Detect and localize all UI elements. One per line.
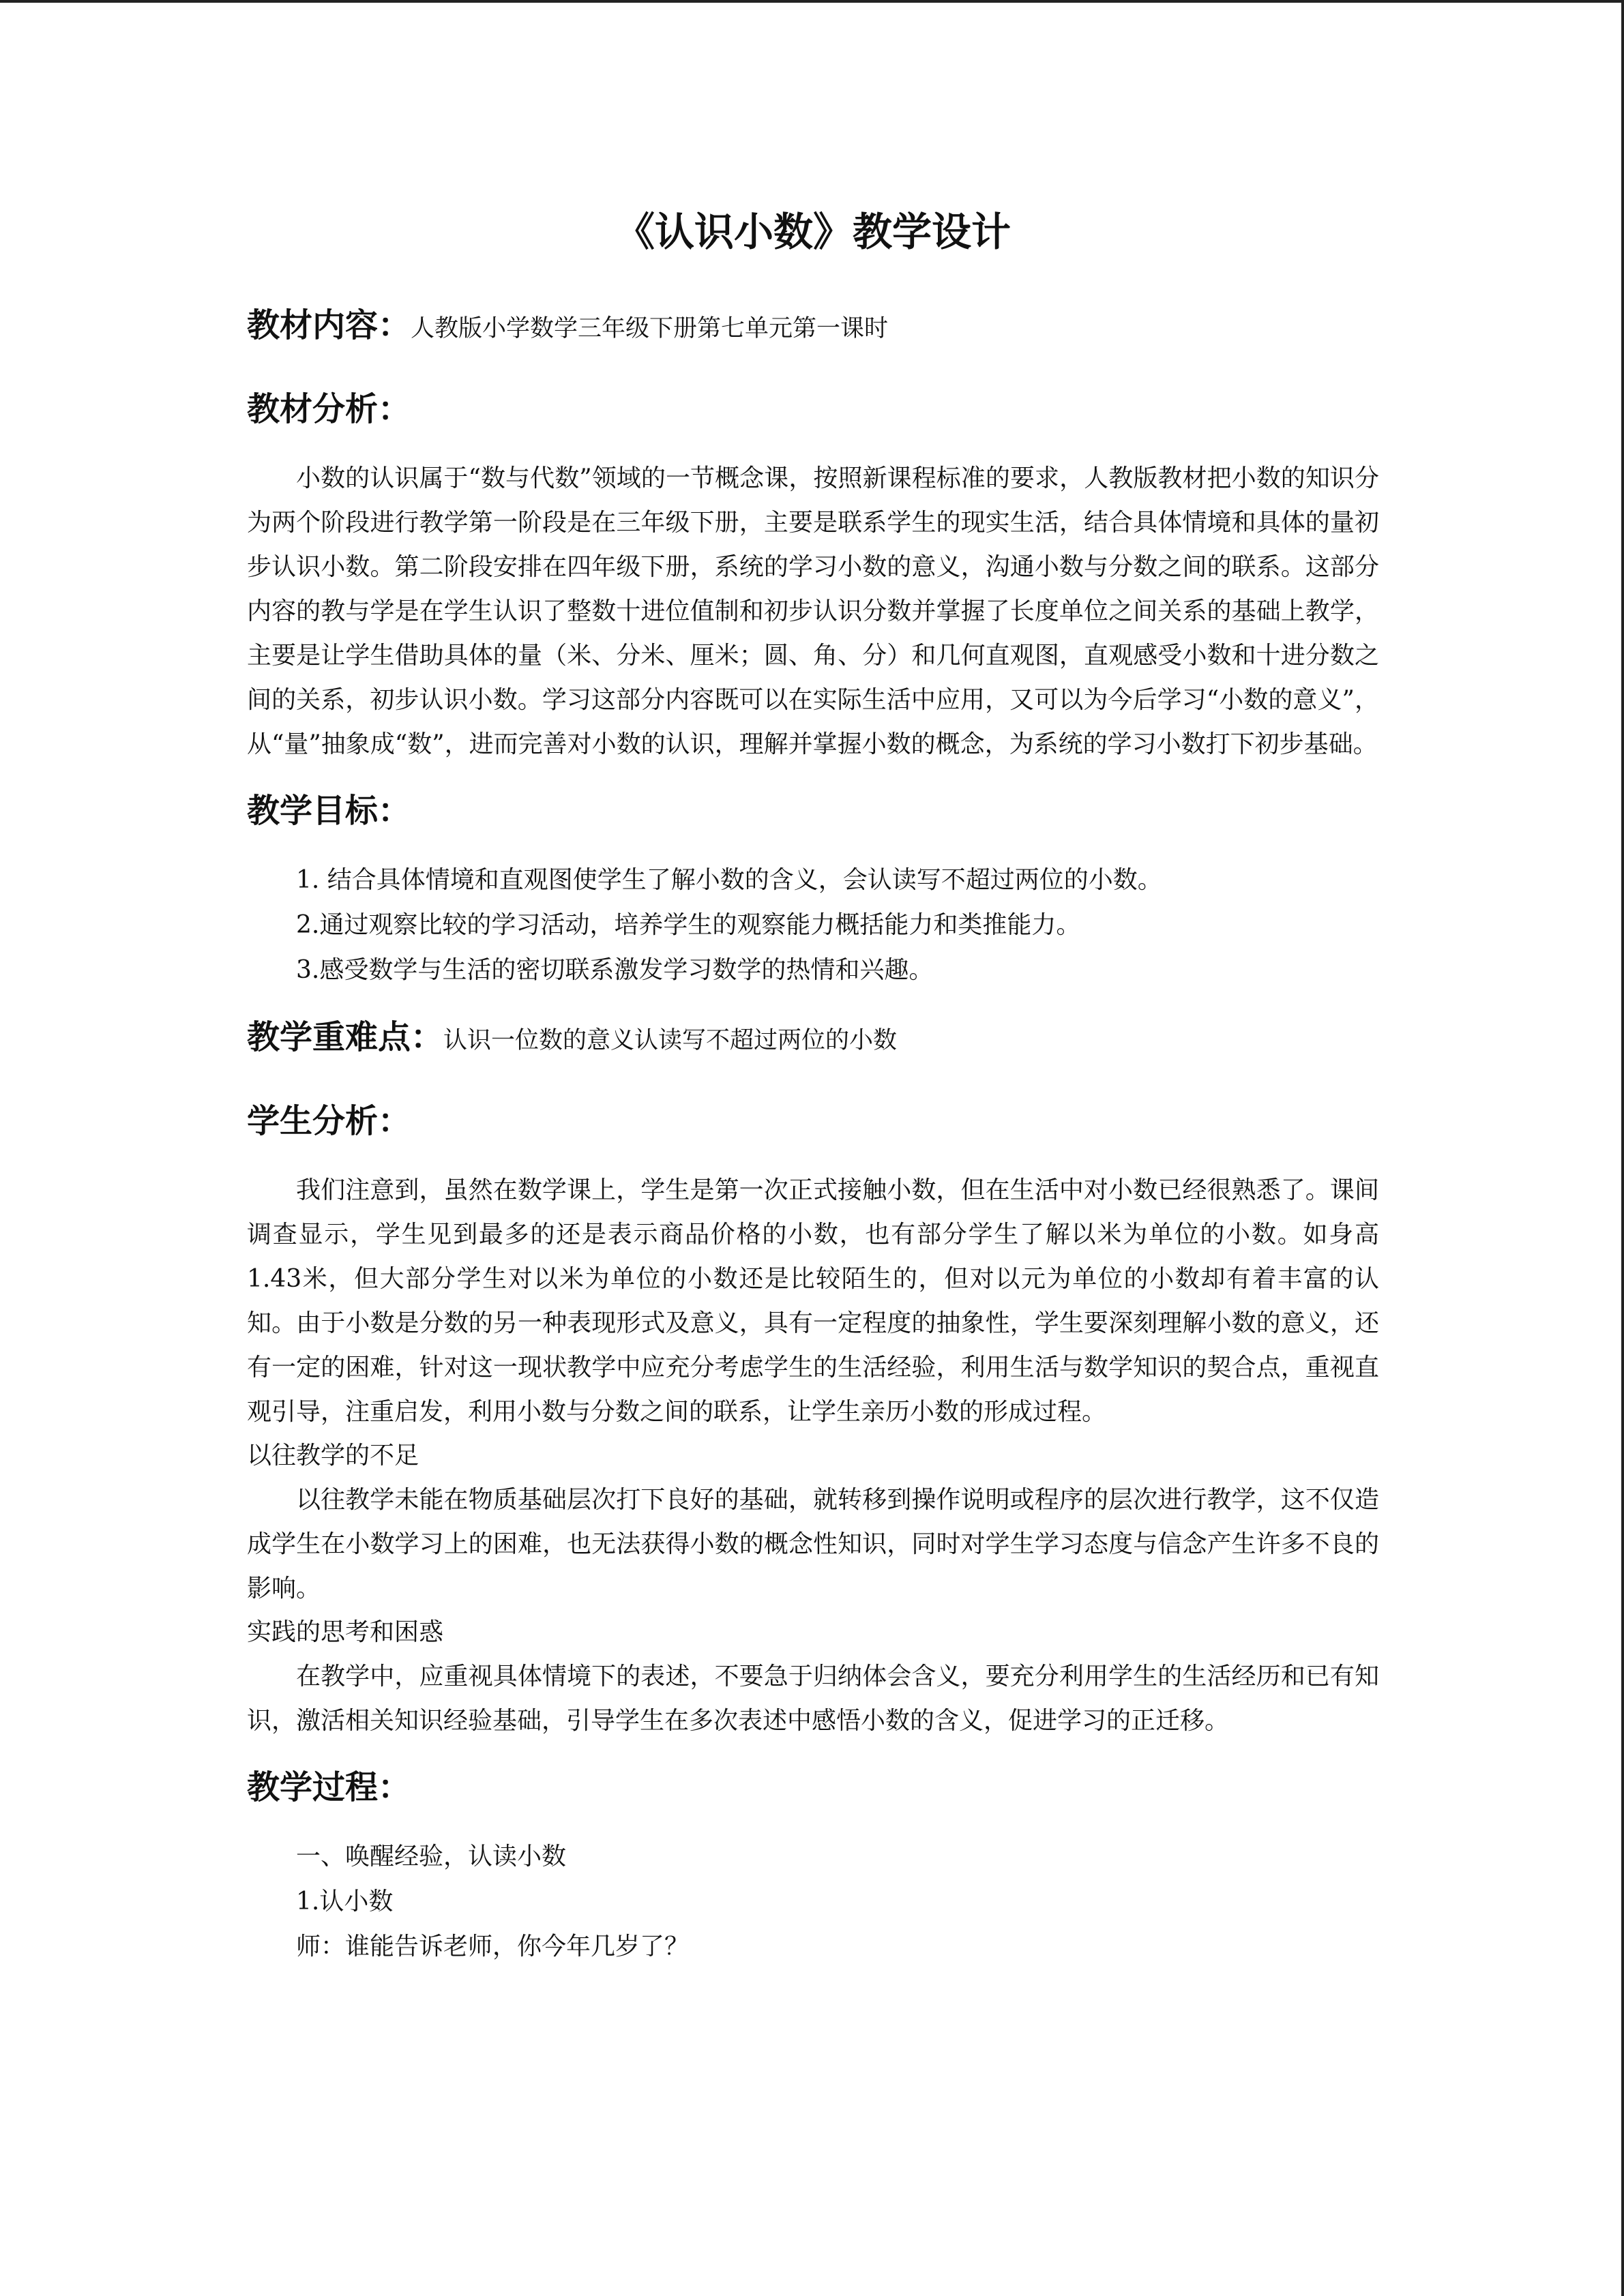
practice-label: 实践的思考和困惑	[247, 1618, 444, 1646]
objective-item: 3.感受数学与生活的密切联系激发学习数学的热情和兴趣。	[296, 956, 934, 984]
document-page	[247, 205, 1379, 1988]
process-heading: 教学过程：	[247, 1768, 411, 1806]
page-top-border	[0, 0, 1624, 3]
objective-item: 1. 结合具体情境和直观图使学生了解小数的含义，会认读写不超过两位的小数。	[296, 866, 1162, 894]
student-analysis-heading: 学生分析：	[247, 1102, 411, 1140]
student-analysis-paragraph: 我们注意到，虽然在数学课上，学生是第一次正式接触小数，但在生活中对小数已经很熟悉了。课间调查显示，学生见到最多的还是表示商品价格的小数，也有部分学生了解以米为单位的小数。如身高1.43米，但大部分学生对以米为单位的小数还是比较陌生的，但对以元为单位的小数却有着丰富的认知。由于小数是分数的另一种表现形式及意义，具有一定程度的抽象性，学生要深刻理解小数的意义，还有一定的困难，针对这一现状教学中应充分考虑学生的生活经验，利用生活与数学知识的契合点，重视直观引导，注重启发，利用小数与分数之间的联系，让学生亲历小数的形成过程。	[247, 1176, 1379, 1426]
objectives-heading: 教学目标：	[247, 792, 411, 830]
key-points-label: 教学重难点：	[247, 1018, 444, 1056]
document-title: 《认识小数》教学设计	[615, 209, 1011, 255]
previous-teaching-paragraph: 以往教学未能在物质基础层次打下良好的基础，就转移到操作说明或程序的层次进行教学，这不仅造成学生在小数学习上的困难，也无法获得小数的概念性知识，同时对学生学习态度与信念产生许多不良的影响。	[247, 1486, 1379, 1602]
process-line: 师：谁能告诉老师，你今年几岁了？	[296, 1933, 690, 1960]
key-points-section	[247, 1012, 1379, 1070]
objectives-list	[247, 858, 1379, 993]
practice-paragraph: 在教学中，应重视具体情境下的表述，不要急于归纳体会含义，要充分利用学生的生活经历和已有知识，激活相关知识经验基础，引导学生在多次表述中感悟小数的含义，促进学习的正迁移。	[247, 1663, 1379, 1735]
process-line: 一、唤醒经验，认读小数	[296, 1843, 567, 1870]
analysis-heading: 教材分析：	[247, 390, 411, 428]
process-line: 1.认小数	[296, 1888, 394, 1915]
process-lines	[247, 1834, 1379, 1969]
content-label: 教材内容：	[247, 306, 411, 344]
key-points-value: 认识一位数的意义认读写不超过两位的小数	[443, 1027, 898, 1054]
previous-teaching-label: 以往教学的不足	[247, 1442, 419, 1470]
analysis-paragraph: 小数的认识属于“数与代数”领域的一节概念课，按照新课程标准的要求，人教版教材把小数的知识分为两个阶段进行教学第一阶段是在三年级下册，主要是联系学生的现实生活，结合具体情境和具体的量初步认识小数。第二阶段安排在四年级下册，系统的学习小数的意义，沟通小数与分数之间的联系。这部分内容的教与学是在学生认识了整数十进位值制和初步认识分数并掌握了长度单位之间关系的基础上教学，主要是让学生借助具体的量（米、分米、厘米；圆、角、分）和几何直观图，直观感受小数和十进分数之间的关系，初步认识小数。学习这部分内容既可以在实际生活中应用，又可以为今后学习“小数的意义”，从“量”抽象成“数”，进而完善对小数的认识，理解并掌握小数的概念，为系统的学习小数打下初步基础。	[247, 464, 1379, 758]
page-right-border	[1621, 0, 1624, 2296]
content-value: 人教版小学数学三年级下册第七单元第一课时	[411, 315, 889, 342]
content-section	[247, 300, 1379, 358]
objective-item: 2.通过观察比较的学习活动，培养学生的观察能力概括能力和类推能力。	[296, 911, 1081, 939]
